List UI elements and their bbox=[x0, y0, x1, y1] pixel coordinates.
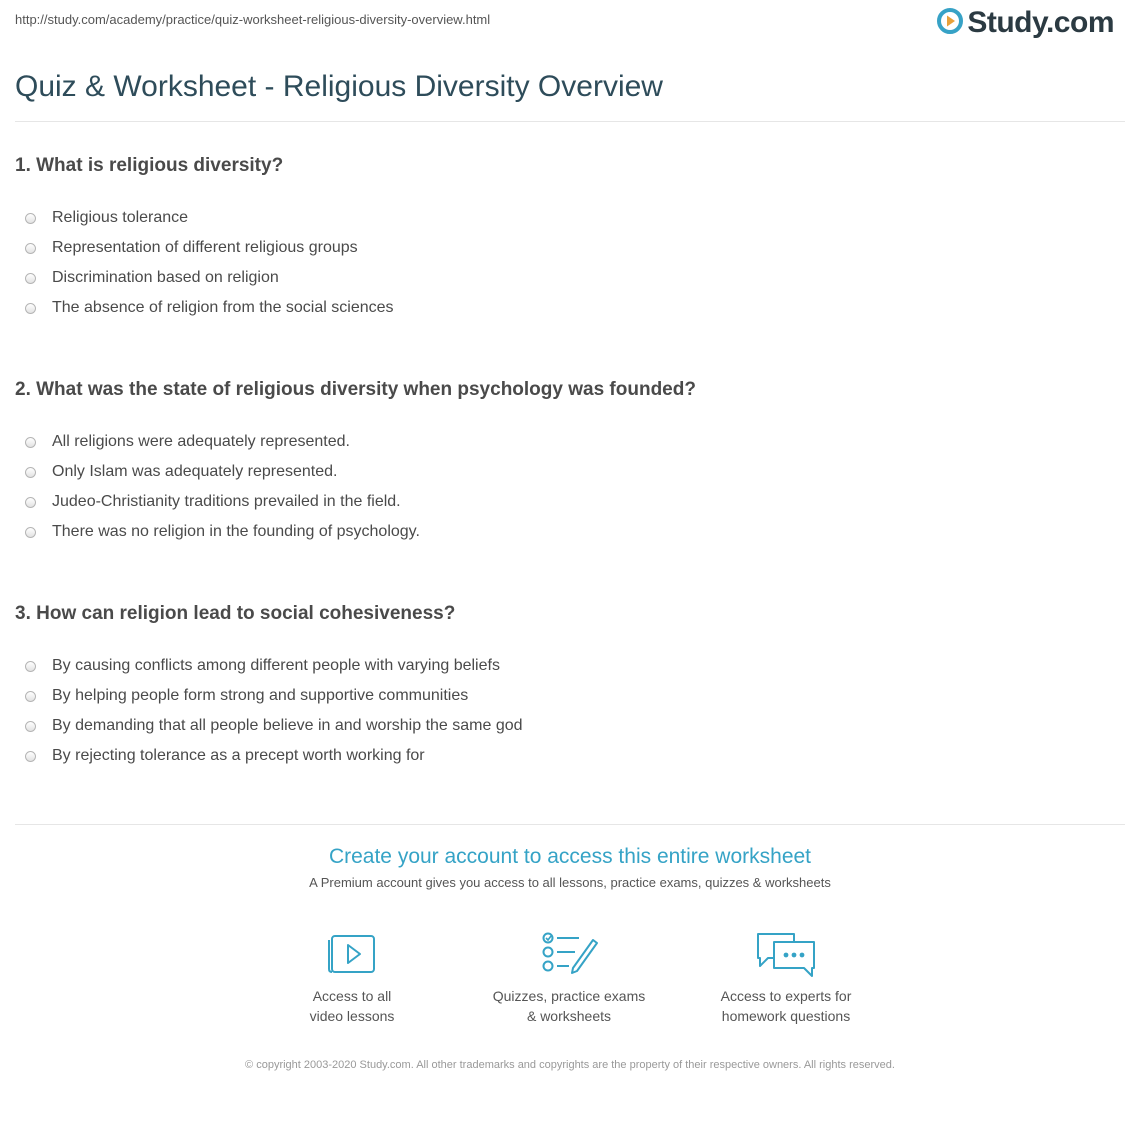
create-account-link[interactable]: Create your account to access this entire worksheet bbox=[328, 845, 812, 868]
section-divider bbox=[15, 824, 1125, 825]
radio-button[interactable] bbox=[25, 691, 36, 702]
logo-text: Study.com bbox=[967, 6, 1114, 39]
question-text: 2. What was the state of religious diversity when psychology was founded? bbox=[15, 379, 696, 400]
radio-button[interactable] bbox=[25, 243, 36, 254]
answer-option[interactable] bbox=[15, 512, 1125, 552]
answer-option[interactable] bbox=[15, 288, 1125, 328]
answer-label: By causing conflicts among different people with varying beliefs bbox=[52, 657, 500, 674]
chat-bubbles-icon bbox=[686, 930, 886, 978]
play-logo-icon bbox=[937, 8, 963, 39]
question-text: 3. How can religion lead to social cohesiveness? bbox=[15, 603, 456, 624]
answer-label: By demanding that all people believe in and worship the same god bbox=[52, 717, 523, 734]
radio-button[interactable] bbox=[25, 661, 36, 672]
question-text: 1. What is religious diversity? bbox=[15, 155, 284, 176]
answer-option[interactable] bbox=[15, 736, 1125, 776]
feature-quizzes bbox=[469, 930, 669, 1026]
answer-label: Discrimination based on religion bbox=[52, 269, 279, 286]
feature-experts bbox=[686, 930, 886, 1026]
question-2 bbox=[15, 379, 1125, 552]
radio-button[interactable] bbox=[25, 527, 36, 538]
answer-label: Only Islam was adequately represented. bbox=[52, 463, 338, 480]
radio-button[interactable] bbox=[25, 751, 36, 762]
answer-label: By helping people form strong and supportive communities bbox=[52, 687, 469, 704]
feature-video-lessons bbox=[252, 930, 452, 1026]
question-3 bbox=[15, 603, 1125, 776]
page-title: Quiz & Worksheet - Religious Diversity Overview bbox=[15, 70, 663, 103]
quiz-checklist-icon bbox=[469, 930, 669, 978]
promo-subtitle: A Premium account gives you access to all lessons, practice exams, quizzes & worksheets bbox=[309, 875, 831, 890]
question-1 bbox=[15, 155, 1125, 328]
feature-label: Access to all video lessons bbox=[309, 988, 395, 1024]
answer-label: Representation of different religious groups bbox=[52, 239, 358, 256]
page-url: http://study.com/academy/practice/quiz-worksheet-religious-diversity-overview.html bbox=[15, 12, 491, 27]
radio-button[interactable] bbox=[25, 273, 36, 284]
radio-button[interactable] bbox=[25, 437, 36, 448]
answer-label: Judeo-Christianity traditions prevailed in the field. bbox=[52, 493, 401, 510]
feature-label: Access to experts for homework questions bbox=[720, 988, 852, 1024]
radio-button[interactable] bbox=[25, 213, 36, 224]
radio-button[interactable] bbox=[25, 467, 36, 478]
radio-button[interactable] bbox=[25, 303, 36, 314]
answer-label: All religions were adequately represented. bbox=[52, 433, 350, 450]
study-logo[interactable] bbox=[937, 6, 1114, 40]
answer-label: Religious tolerance bbox=[52, 209, 189, 226]
answer-label: There was no religion in the founding of psychology. bbox=[52, 523, 420, 540]
radio-button[interactable] bbox=[25, 497, 36, 508]
copyright-notice: © copyright 2003-2020 Study.com. All other trademarks and copyrights are the property of their respective owners. All rights reserved. bbox=[245, 1059, 895, 1071]
title-divider bbox=[15, 121, 1125, 122]
radio-button[interactable] bbox=[25, 721, 36, 732]
answer-label: The absence of religion from the social sciences bbox=[52, 299, 394, 316]
video-lesson-icon bbox=[252, 930, 452, 978]
premium-promo bbox=[0, 845, 1140, 890]
answer-label: By rejecting tolerance as a precept worth working for bbox=[52, 747, 425, 764]
feature-label: Quizzes, practice exams & worksheets bbox=[492, 988, 646, 1024]
